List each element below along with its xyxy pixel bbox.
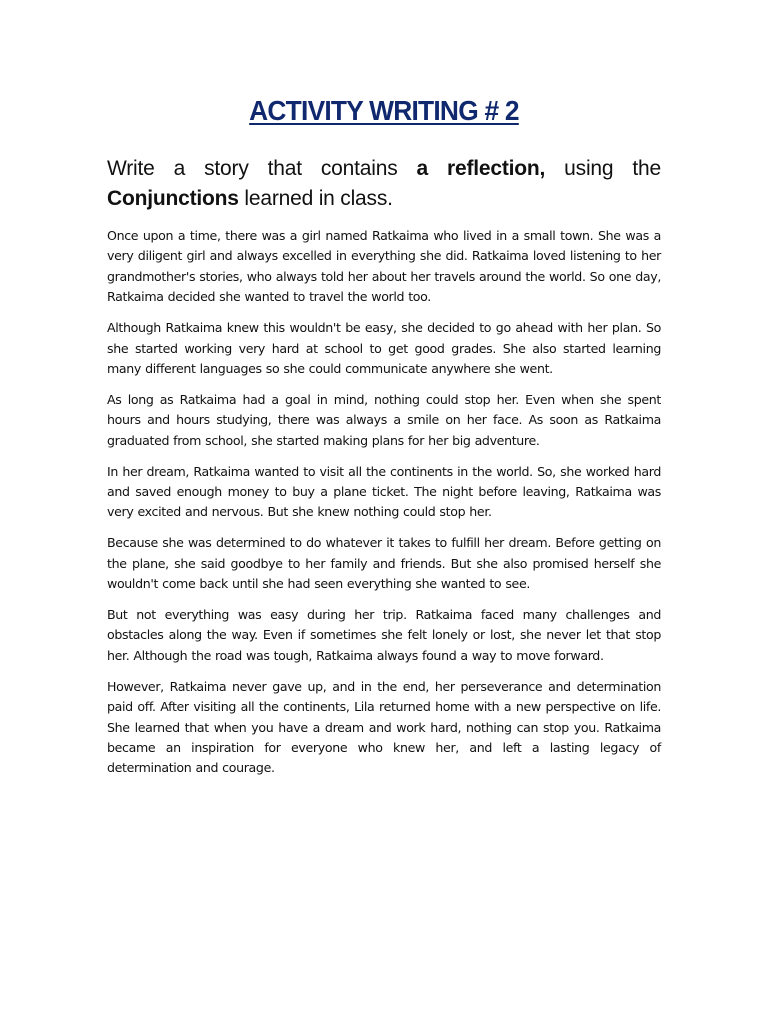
prompt-text-3: learned in class. [238,187,393,210]
prompt-text-2: using the [545,157,661,180]
prompt-text-1: Write a story that contains [107,157,417,180]
prompt-emphasis-conjunctions: Conjunctions [107,187,239,210]
story-body [107,226,661,779]
story-paragraph: Once upon a time, there was a girl named Ratkaima who lived in a small town. She was a very diligent girl and always excelled in everything she did. Ratkaima loved listening to her grandmother's stories, who always told her about her travels around the world. So one day, Ratkaima decided she wanted to travel the world too. [107,228,661,305]
prompt-emphasis-reflection: a reflection, [416,157,546,180]
story-paragraph: Although Ratkaima knew this wouldn't be easy, she decided to go ahead with her plan. So she started working very hard at school to get good grades. She also started learning many different languages so she could communicate anywhere she went. [107,320,661,376]
document-page [107,92,661,789]
story-paragraph: Because she was determined to do whatever it takes to fulfill her dream. Before getting on the plane, she said goodbye to her family and friends. But she also promised herself she wouldn't come back until she had seen everything she wanted to see. [107,535,661,592]
assignment-prompt [107,154,661,214]
story-paragraph: As long as Ratkaima had a goal in mind, nothing could stop her. Even when she spent hours and hours studying, there was always a smile on her face. As soon as Ratkaima graduated from school, she started making plans for her big adventure. [107,391,661,448]
story-paragraph: In her dream, Ratkaima wanted to visit all the continents in the world. So, she worked hard and saved enough money to buy a plane ticket. The night before leaving, Ratkaima was very excited and nervous. But she knew nothing could stop her. [107,463,661,520]
story-paragraph: However, Ratkaima never gave up, and in the end, her perseverance and determination paid off. After visiting all the continents, Lila returned home with a new perspective on life. She learned that when you have a dream and work hard, nothing can stop you. Ratkaima became an inspiration for everyone who knew her, and left a lasting legacy of determination and courage. [107,678,661,776]
story-paragraph: But not everything was easy during her trip. Ratkaima faced many challenges and obstacles along the way. Even if sometimes she felt lonely or lost, she never let that stop her. Although the road was tough, Ratkaima always found a way to move forward. [107,607,661,663]
page-title: ACTIVITY WRITING # 2 [249,95,519,126]
